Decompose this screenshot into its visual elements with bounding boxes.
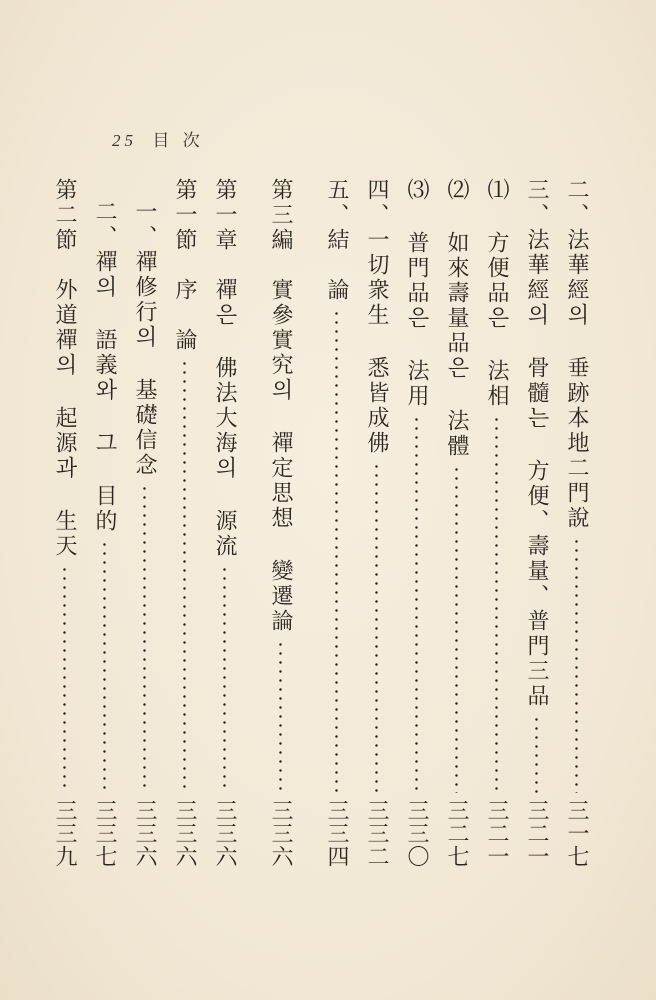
toc-entry-title: 第三編 實參實究의 禪定思想 變遷論 — [268, 178, 293, 634]
toc-entry-page: 三一七 — [564, 799, 589, 868]
toc-entry-page: 三三九 — [52, 799, 77, 868]
toc-entry-title: 二、禪의 語義와 그 目的 — [92, 200, 117, 534]
toc-entry — [316, 178, 356, 868]
toc-entry — [516, 178, 556, 868]
toc-entry — [436, 178, 476, 868]
toc-entry — [124, 178, 164, 868]
toc-entry-title: 四、一切衆生 悉皆成佛 — [364, 178, 389, 456]
dot-leader — [535, 715, 538, 793]
dot-leader — [63, 565, 66, 793]
toc-entry-page: 三三六 — [172, 799, 197, 868]
toc-entry — [556, 178, 596, 868]
dot-leader — [223, 565, 226, 793]
toc-entry-title: 二、法華經의 垂跡本地二門說 — [564, 178, 589, 531]
dot-leader — [279, 640, 282, 793]
dot-leader — [143, 484, 146, 793]
toc-entry-page: 三二一 — [524, 799, 549, 868]
toc-entry-title: 一、禪修行의 基礎信念 — [132, 200, 157, 478]
toc-entry-page: 三三六 — [268, 799, 293, 868]
column-gap — [244, 178, 260, 868]
toc-entry — [204, 178, 244, 868]
toc-entry — [396, 178, 436, 868]
toc-entry-title: 第一節 序 論 — [172, 178, 197, 353]
toc-entry-title: 第二節 外道禪의 起源과 生天 — [52, 178, 77, 559]
header-page-number: 25 — [112, 131, 137, 150]
running-header — [112, 126, 204, 151]
toc-entry-title: 三、法華經의 骨髓는 方便、壽量、普門三品 — [524, 178, 549, 709]
toc-entry-page: 三三六 — [132, 799, 157, 868]
dot-leader — [415, 415, 418, 793]
toc-entry — [44, 178, 84, 868]
dot-leader — [375, 462, 378, 793]
header-label: 目 次 — [152, 131, 204, 151]
toc-entry-page: 三三〇 — [404, 799, 429, 868]
dot-leader — [455, 465, 458, 793]
toc-entry — [476, 178, 516, 868]
toc-entry-title: 第一章 禪은 佛法大海의 源流 — [212, 178, 237, 559]
toc-entry-title: ⑵ 如來壽量品은 法體 — [444, 178, 469, 459]
toc-entry-title: ⑴ 方便品은 法相 — [484, 178, 509, 409]
toc-entry-page: 三三二 — [364, 799, 389, 868]
toc-entry — [84, 178, 124, 868]
toc-entry — [260, 178, 300, 868]
toc-entry-page: 三三四 — [324, 799, 349, 868]
toc-entry — [164, 178, 204, 868]
column-gap — [300, 178, 316, 868]
dot-leader — [575, 537, 578, 793]
dot-leader — [183, 359, 186, 793]
toc-entry-title: ⑶ 普門品은 法用 — [404, 178, 429, 409]
toc-entry-page: 三二七 — [444, 799, 469, 868]
table-of-contents — [44, 178, 596, 868]
toc-entry-page: 三三六 — [212, 799, 237, 868]
toc-entry — [356, 178, 396, 868]
dot-leader — [335, 309, 338, 793]
dot-leader — [495, 415, 498, 793]
toc-entry-page: 三二一 — [484, 799, 509, 868]
toc-entry-page: 三三七 — [92, 799, 117, 868]
toc-entry-title: 五、結 論 — [324, 178, 349, 303]
dot-leader — [103, 540, 106, 793]
